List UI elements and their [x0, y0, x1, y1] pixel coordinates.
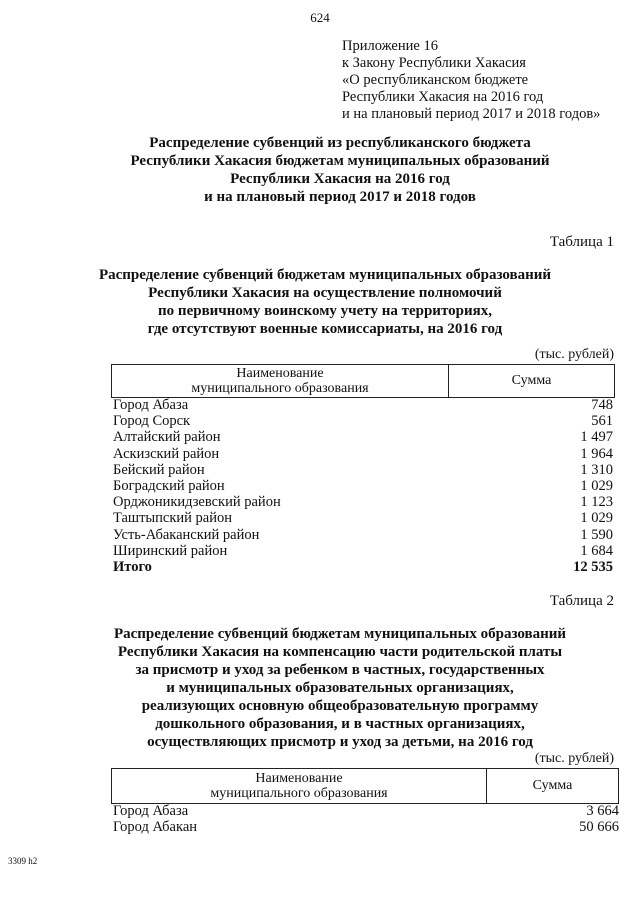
row-sum: 50 666: [579, 819, 619, 836]
table-row: [113, 543, 613, 559]
main-title: [20, 134, 640, 206]
appendix-line: к Закону Республики Хакасия: [342, 55, 526, 71]
table2-title-line: дошкольного образования, и в частных организациях,: [155, 716, 525, 732]
row-name: Город Абакан: [113, 819, 198, 836]
page-number: 624: [310, 10, 330, 25]
main-title-line: и на плановый период 2017 и 2018 годов: [204, 189, 476, 205]
row-name: Усть-Абаканский район: [113, 526, 260, 543]
table2-header-name-line2: муниципального образования: [210, 786, 388, 801]
table-row: [113, 803, 619, 819]
table2-title-line: реализующих основную общеобразовательную программу: [141, 698, 539, 714]
appendix-line: и на плановый период 2017 и 2018 годов»: [342, 106, 601, 122]
table-total-row: [113, 559, 613, 575]
table1-header-name: [112, 365, 449, 397]
row-name: Город Абаза: [113, 397, 189, 413]
table2-header-name: [112, 769, 487, 803]
table-row: [113, 429, 613, 445]
table2-title: [60, 625, 620, 751]
table-row: [113, 819, 619, 835]
appendix-header: [342, 38, 600, 123]
table-row: [113, 413, 613, 429]
row-sum: 1 684: [580, 542, 613, 559]
row-name: Таштыпский район: [113, 510, 233, 527]
table2-label: Таблица 2: [549, 593, 614, 609]
table1-body: [113, 397, 613, 575]
row-sum: 1 497: [580, 429, 613, 446]
table-row: [113, 446, 613, 462]
appendix-line: Приложение 16: [342, 38, 438, 54]
table2-header-sum: Сумма: [532, 778, 573, 793]
table-row: [113, 510, 613, 526]
table1-label: Таблица 1: [549, 234, 614, 250]
main-title-line: Республики Хакасия бюджетам муниципальных образований: [130, 153, 550, 169]
row-name: Бейский район: [113, 461, 205, 478]
table2-title-line: и муниципальных образовательных организациях,: [166, 680, 514, 696]
table1-units: (тыс. рублей): [534, 347, 614, 362]
main-title-line: Распределение субвенций из республиканского бюджета: [149, 135, 531, 151]
row-name: Ширинский район: [113, 542, 228, 559]
row-sum: 1 310: [580, 461, 613, 478]
table1-header: [111, 364, 615, 398]
table2-header: [111, 768, 619, 804]
table2-title-line: Распределение субвенций бюджетам муниципальных образований: [113, 626, 567, 642]
table-row: [113, 397, 613, 413]
row-sum: 1 029: [580, 510, 613, 527]
table-row: [113, 462, 613, 478]
row-name: Орджоникидзевский район: [113, 494, 281, 511]
row-name: Аскизский район: [113, 445, 220, 462]
table2-title-line: Республики Хакасия на компенсацию части родительской платы: [117, 644, 563, 660]
main-title-line: Республики Хакасия на 2016 год: [230, 171, 450, 187]
row-sum: 561: [591, 413, 613, 430]
table1-header-name-line1: Наименование: [236, 366, 324, 381]
total-label: Итого: [113, 558, 152, 575]
table-row: [113, 478, 613, 494]
appendix-line: «О республиканском бюджете: [342, 72, 529, 88]
table1-title: [40, 266, 610, 338]
table2-units: (тыс. рублей): [534, 751, 614, 766]
row-sum: 748: [591, 397, 613, 413]
table1-title-line: Распределение субвенций бюджетам муниципальных образований: [98, 267, 552, 283]
table2-header-name-line1: Наименование: [255, 771, 343, 786]
table-row: [113, 494, 613, 510]
row-name: Алтайский район: [113, 429, 221, 446]
row-name: Боградский район: [113, 477, 225, 494]
table2-body: [113, 803, 619, 835]
table1-title-line: Республики Хакасия на осуществление полномочий: [148, 285, 502, 301]
table1-header-name-line2: муниципального образования: [191, 381, 369, 396]
table2-title-line: осуществляющих присмотр и уход за детьми, на 2016 год: [147, 734, 533, 750]
row-sum: 1 029: [580, 477, 613, 494]
appendix-line: Республики Хакасия на 2016 год: [342, 89, 544, 105]
row-sum: 3 664: [586, 803, 619, 819]
table2-title-line: за присмотр и уход за ребенком в частных, государственных: [135, 662, 545, 678]
total-sum: 12 535: [573, 558, 613, 575]
table1-title-line: где отсутствуют военные комиссариаты, на 2016 год: [147, 321, 503, 337]
row-sum: 1 123: [580, 494, 613, 511]
table1-header-sum: Сумма: [511, 373, 552, 388]
row-sum: 1 590: [580, 526, 613, 543]
footer-code: 3309 h2: [8, 856, 38, 866]
table1-title-line: по первичному воинскому учету на территориях,: [158, 303, 492, 319]
row-name: Город Сорск: [113, 413, 191, 430]
row-name: Город Абаза: [113, 803, 189, 819]
table-row: [113, 527, 613, 543]
row-sum: 1 964: [580, 445, 613, 462]
